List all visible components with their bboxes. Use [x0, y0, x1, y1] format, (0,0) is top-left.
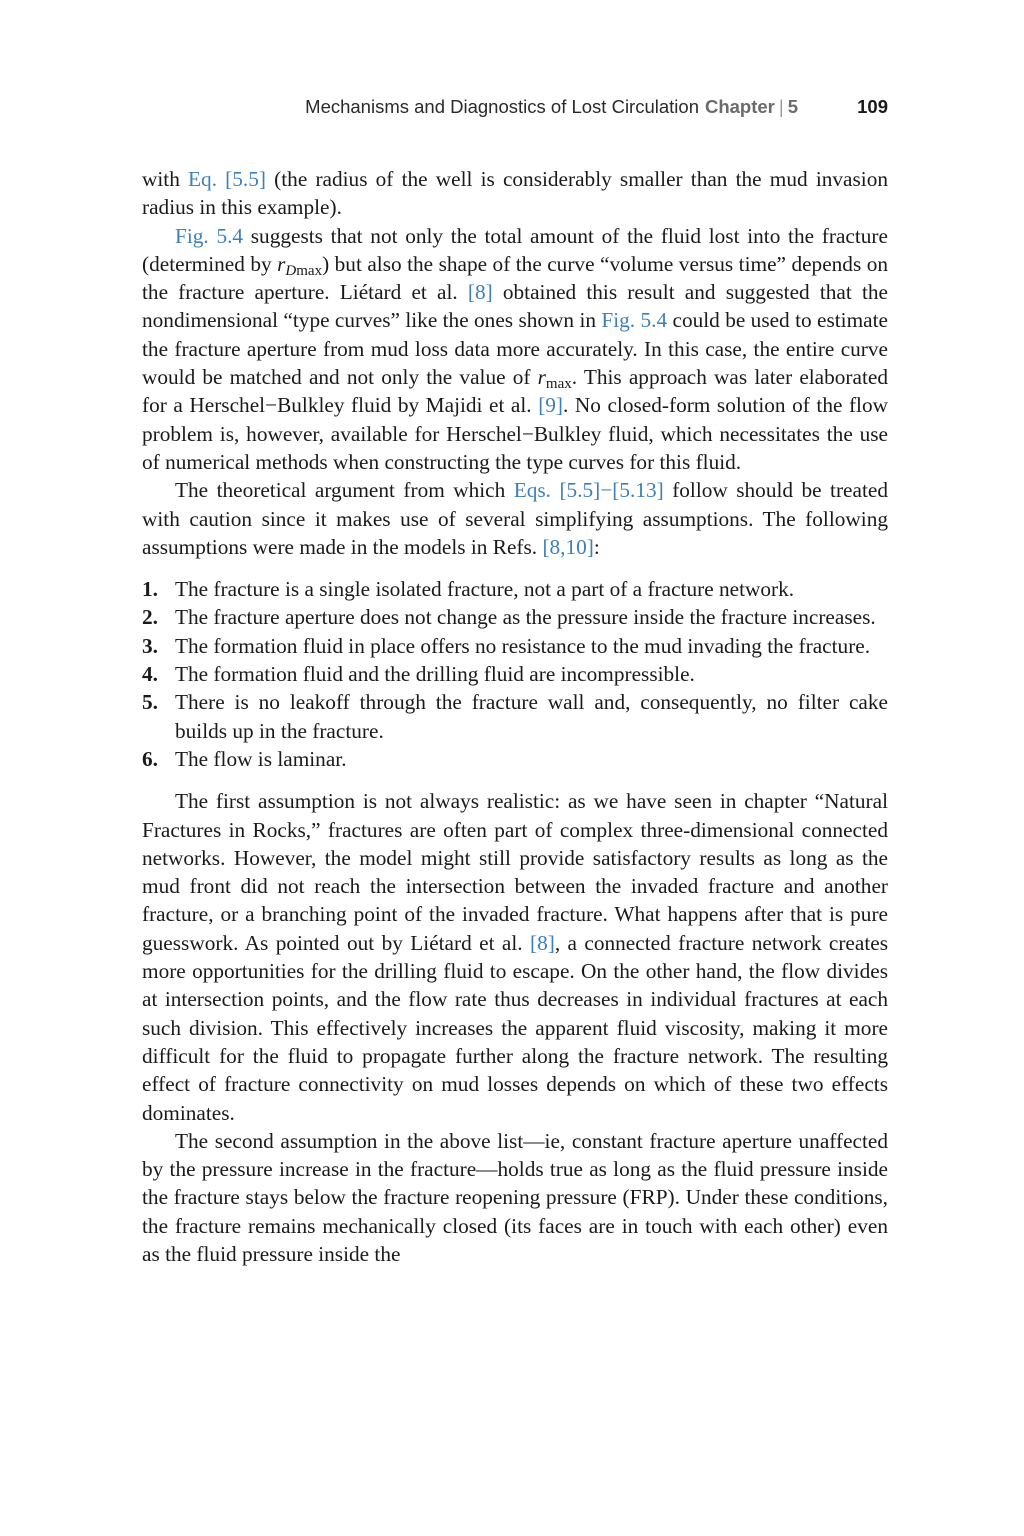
list-item	[142, 660, 888, 688]
list-number: 2.	[142, 605, 158, 630]
list-text: There is no leakoff through the fracture wall and, consequently, no filter cake builds up in the fracture.	[175, 690, 888, 743]
list-item	[142, 632, 888, 660]
citation-link[interactable]: [8]	[467, 280, 493, 305]
header-separator: |	[778, 96, 784, 117]
list-text: The flow is laminar.	[175, 746, 347, 771]
list-item	[142, 575, 888, 603]
list-number: 6.	[142, 746, 158, 771]
text-span: The theoretical argument from which	[175, 478, 514, 503]
subscript-max: max	[296, 262, 323, 279]
list-text: The formation fluid and the drilling fluid are incompressible.	[175, 662, 695, 687]
equation-range-link[interactable]: Eqs. [5.5]−[5.13]	[513, 478, 664, 503]
text-span: ) but also the shape of the curve “volume versus time” depends on the fracture aperture. Liétard et al.	[142, 251, 888, 305]
paragraph-2	[142, 222, 888, 477]
paragraph-5	[142, 1127, 888, 1268]
page-number: 109	[857, 96, 888, 117]
text-span: , a connected fracture network creates more opportunities for the drilling fluid to escape. On the other hand, the flow divides at intersection points, and the flow rate thus decreases in individual fractures at each such division. This effectively increases the apparent fluid viscosity, making it more difficult for the fluid to propagate further along the fracture network. The resulting effect of fracture connectivity on mud losses depends on which of these two effects dominates.	[142, 930, 888, 1125]
text-span: The first assumption is not always realistic: as we have seen in chapter “Natural Fractures in Rocks,” fractures are often part of complex three-dimensional connected networks. However, the model might still provide satisfactory results as long as the mud front did not reach the intersection between the invaded fracture and another fracture, or a branching point of the invaded fracture. What happens after that is pure guesswork. As pointed out by Liétard et al.	[142, 789, 888, 955]
text-span: . No closed-form solution of the flow problem is, however, available for Herschel−Bulkley fluid, which necessitates the use of numerical methods when constructing the type curves for this fluid.	[142, 393, 889, 474]
citation-link[interactable]: [9]	[538, 393, 564, 418]
running-header	[305, 96, 798, 118]
assumption-list	[142, 575, 888, 773]
list-item	[142, 688, 888, 745]
text-span: . This approach was later elaborated for a Herschel−Bulkley fluid by Majidi et al.	[142, 365, 888, 418]
citation-link[interactable]: [8,10]	[542, 534, 594, 559]
text-span: suggests that not only the total amount of the fluid lost into the fracture (determined by	[142, 223, 888, 276]
variable-r: r	[277, 251, 286, 276]
figure-link[interactable]: Fig. 5.4	[175, 223, 244, 248]
list-number: 5.	[142, 690, 158, 715]
citation-link[interactable]: [8]	[530, 930, 555, 955]
text-span: with	[142, 167, 189, 191]
list-item	[142, 603, 888, 631]
text-span: obtained this result and suggested that the nondimensional “type curves” like the ones shown in	[142, 280, 888, 333]
list-text: The fracture aperture does not change as the pressure inside the fracture increases.	[175, 605, 876, 630]
chapter-number: 5	[787, 96, 798, 117]
paragraph-4	[142, 787, 888, 1127]
text-span: could be used to estimate the fracture aperture from mud loss data more accurately. In this case, the entire curve would be matched and not only the value of	[142, 308, 888, 390]
subscript-d: D	[285, 262, 297, 279]
page-body	[142, 165, 888, 1268]
page-header	[142, 96, 888, 122]
chapter-label: Chapter	[704, 96, 775, 117]
paragraph-1	[142, 165, 888, 222]
running-title: Mechanisms and Diagnostics of Lost Circulation	[305, 96, 699, 117]
figure-link[interactable]: Fig. 5.4	[601, 308, 668, 333]
list-text: The formation fluid in place offers no resistance to the mud invading the fracture.	[175, 633, 871, 658]
paragraph-3	[142, 476, 888, 561]
list-text: The fracture is a single isolated fracture, not a part of a fracture network.	[175, 577, 795, 602]
list-item	[142, 745, 888, 773]
subscript-max: max	[545, 376, 572, 393]
text-span: follow should be treated with caution since it makes use of several simplifying assumptions. The following assumptions were made in the models in Refs.	[142, 478, 888, 559]
equation-link[interactable]: Eq. [5.5]	[188, 167, 266, 191]
text-span: The second assumption in the above list—ie, constant fracture aperture unaffected by the pressure increase in the fracture—holds true as long as the fluid pressure inside the fracture stays below the fracture reopening pressure (FRP). Under these conditions, the fracture remains mechanically closed (its faces are in touch with each other) even as the fluid pressure inside the	[142, 1128, 888, 1266]
text-span: (the radius of the well is considerably smaller than the mud invasion radius in this example).	[142, 167, 889, 220]
subscript-dmax	[285, 263, 322, 279]
variable-r: r	[537, 365, 546, 390]
list-number: 1.	[142, 577, 158, 602]
list-number: 4.	[142, 662, 158, 687]
text-span: :	[593, 534, 600, 559]
list-number: 3.	[142, 633, 158, 658]
